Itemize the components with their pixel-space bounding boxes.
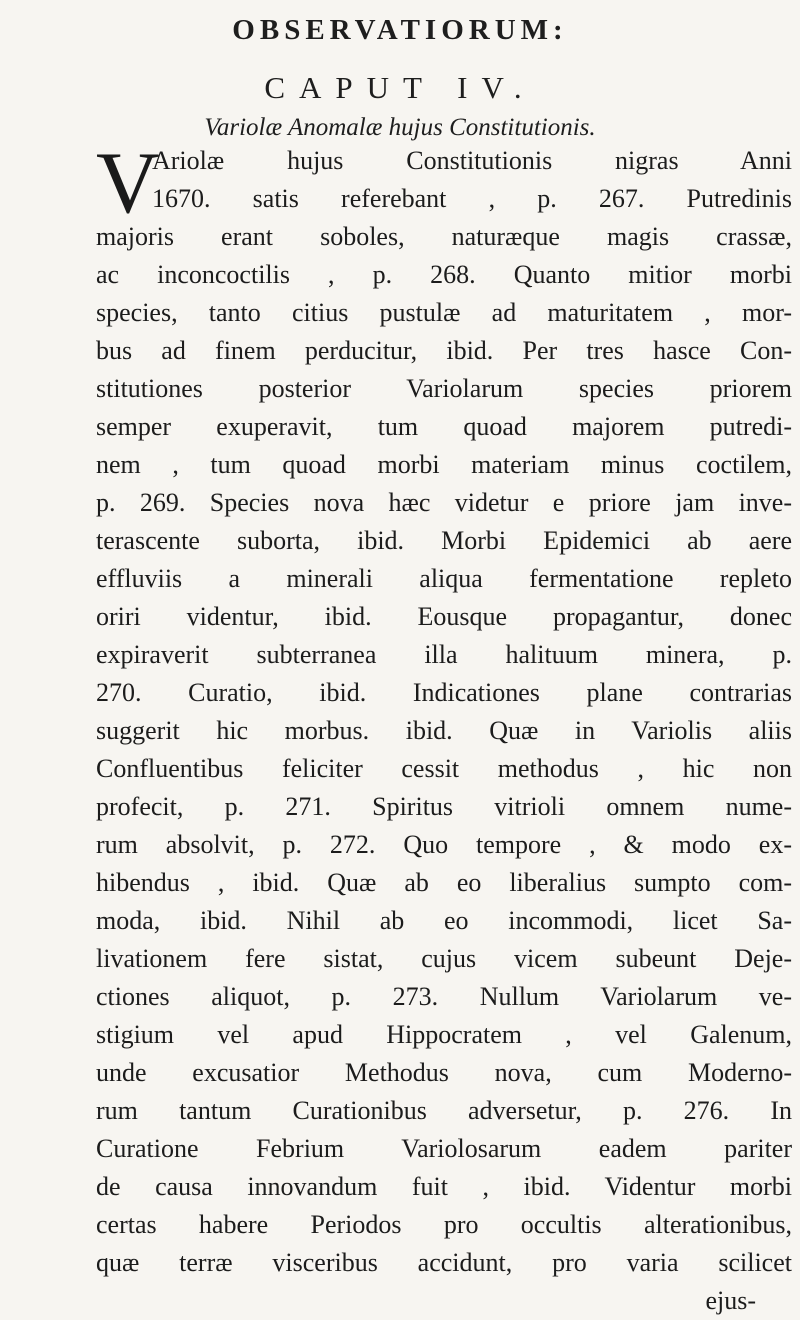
text-line: Confluentibus feliciter cessit methodus , hic non	[96, 754, 792, 783]
text-line: rum tantum Curationibus adversetur, p. 276. In	[96, 1096, 792, 1125]
text-line: 270. Curatio, ibid. Indicationes plane contrarias	[96, 678, 792, 707]
text-line: livationem fere sistat, cujus vicem subeunt Deje-	[96, 944, 792, 973]
text-line: expiraverit subterranea illa halituum minera, p.	[96, 640, 792, 669]
text-line: Curatione Febrium Variolosarum eadem pariter	[96, 1134, 792, 1163]
text-line: p. 269. Species nova hæc videtur e priore jam inve-	[96, 488, 792, 517]
drop-cap: V	[96, 135, 160, 232]
text-line: 1670. satis referebant , p. 267. Putredinis	[152, 184, 792, 213]
text-line: species, tanto citius pustulæ ad maturitatem , mor-	[96, 298, 792, 327]
text-line: terascente suborta, ibid. Morbi Epidemici ab aere	[96, 526, 792, 555]
text-line: bus ad finem perducitur, ibid. Per tres hasce Con-	[96, 336, 792, 365]
text-line: profecit, p. 271. Spiritus vitrioli omnem nume-	[96, 792, 792, 821]
text-line: suggerit hic morbus. ibid. Quæ in Variolis aliis	[96, 716, 792, 745]
chapter-title: CAPUT IV.	[264, 70, 536, 105]
text-line: rum absolvit, p. 272. Quo tempore , & modo ex-	[96, 830, 792, 859]
text-line: ac inconcoctilis , p. 268. Quanto mitior morbi	[96, 260, 792, 289]
body-text	[96, 135, 792, 1320]
text-line: quæ terræ visceribus accidunt, pro varia scilicet	[96, 1248, 792, 1277]
text-line: effluviis a minerali aliqua fermentatione repleto	[96, 564, 792, 593]
running-head: OBSERVATIORUM:	[232, 14, 568, 46]
text-line: unde excusatior Methodus nova, cum Moderno-	[96, 1058, 792, 1087]
text-line: semper exuperavit, tum quoad majorem putredi-	[96, 412, 792, 441]
text-line: moda, ibid. Nihil ab eo incommodi, licet Sa-	[96, 906, 792, 935]
text-line: majoris erant soboles, naturæque magis crassæ,	[96, 222, 792, 251]
text-line: stigium vel apud Hippocratem , vel Galenum,	[96, 1020, 792, 1049]
text-line: ctiones aliquot, p. 273. Nullum Variolarum ve-	[96, 982, 792, 1011]
text-line: de causa innovandum fuit , ibid. Videntur morbi	[96, 1172, 792, 1201]
text-line: ejus-	[705, 1286, 756, 1315]
text-line: stitutiones posterior Variolarum species priorem	[96, 374, 792, 403]
text-line: Ariolæ hujus Constitutionis nigras Anni	[152, 146, 792, 175]
text-line: certas habere Periodos pro occultis alterationibus,	[96, 1210, 792, 1239]
text-line: oriri videntur, ibid. Eousque propagantur, donec	[96, 602, 792, 631]
text-line: nem , tum quoad morbi materiam minus coctilem,	[96, 450, 792, 479]
chapter-subtitle: Variolæ Anomalæ hujus Constitutionis.	[204, 114, 596, 141]
text-line: hibendus , ibid. Quæ ab eo liberalius sumpto com-	[96, 868, 792, 897]
